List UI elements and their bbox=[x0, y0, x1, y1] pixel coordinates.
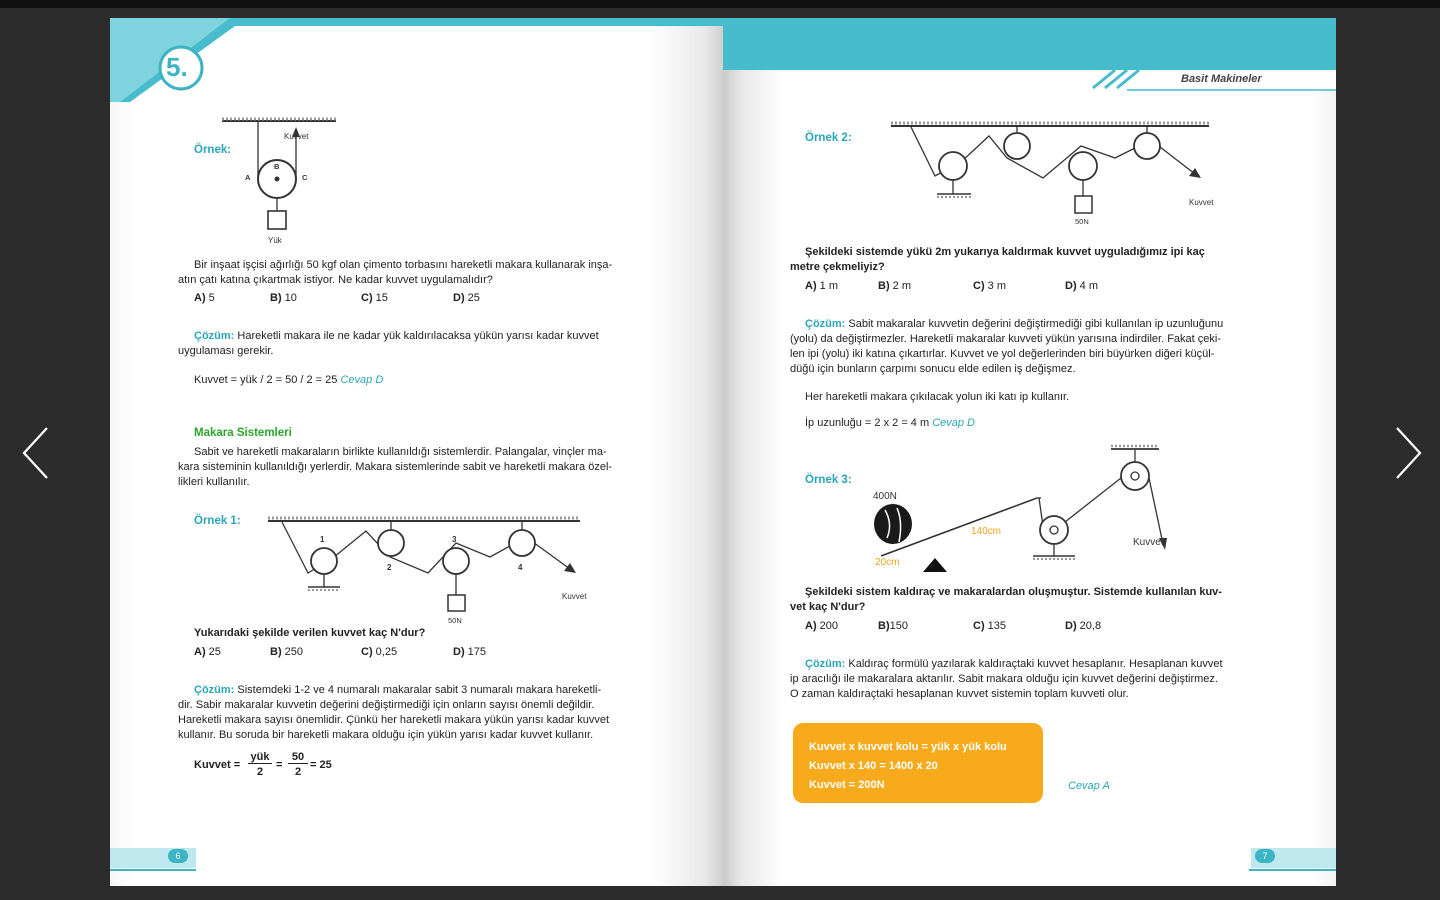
example2-solution-line-3: len ipi (yolu) iki katına çıkartırlar. Kuvvet ve yol değerlerinden biri büyürken diğeri küçül- bbox=[790, 348, 1215, 360]
example1-option-b: B) 250 bbox=[270, 646, 304, 658]
section-text-line-3: likleri kullanılır. bbox=[178, 476, 250, 488]
pulley-system-diagram-2 bbox=[883, 118, 1223, 230]
section-text-line-2: kara sisteminin kullanıldığı yerlerdir. Makara sistemlerinde sabit ve hareketli makara özel- bbox=[178, 461, 613, 473]
left-page bbox=[110, 18, 723, 886]
unit-label: ÜNİTE bbox=[208, 66, 271, 88]
diagram1-force-label: Kuvvet bbox=[562, 592, 587, 601]
example1-solution-line-4: kullanır. Bu soruda bir hareketli makara olduğu için yükün yarısı kadar kuvvet kullanır. bbox=[178, 729, 594, 741]
example2-option-c: C) 3 m bbox=[973, 280, 1007, 292]
chevron-left-icon bbox=[21, 426, 51, 480]
diagram-point-b: B bbox=[274, 162, 280, 171]
formula-box-line-1: Kuvvet x kuvvet kolu = yük x yük kolu bbox=[809, 741, 1007, 753]
example3-solution-line-1: Çözüm: Kaldıraç formülü yazılarak kaldıraçtaki kuvvet hesaplanır. Hesaplanan kuvvet bbox=[805, 658, 1223, 670]
lever-pulley-diagram bbox=[863, 438, 1193, 588]
left-footer-band bbox=[110, 846, 210, 876]
movable-pulley-diagram bbox=[220, 113, 350, 263]
example2-option-a: A) 1 m bbox=[805, 280, 839, 292]
diagram-load-label: Yük bbox=[268, 236, 282, 245]
diagram2-load-label: 50N bbox=[1075, 217, 1089, 226]
chevron-right-icon bbox=[1393, 426, 1423, 480]
open-book bbox=[110, 18, 1336, 886]
example1-label: Örnek 1: bbox=[194, 515, 241, 527]
previous-page-button[interactable] bbox=[6, 420, 66, 486]
example3-option-a: A) 200 bbox=[805, 620, 839, 632]
lever-weight-label: 400N bbox=[873, 491, 897, 502]
example3-answer: Cevap A bbox=[1068, 780, 1110, 792]
diagram-point-c: C bbox=[302, 173, 308, 182]
example3-question-line-1: Şekildeki sistem kaldıraç ve makaralardan oluşmuştur. Sistemde kullanılan kuv- bbox=[805, 586, 1222, 598]
diagram-force-label: Kuvvet bbox=[284, 132, 309, 141]
next-page-button[interactable] bbox=[1378, 420, 1438, 486]
diagram-point-a: A bbox=[245, 173, 251, 182]
lever-short-arm-label: 20cm bbox=[875, 557, 900, 568]
diagram3-force-label: Kuvvet bbox=[1133, 537, 1164, 548]
formula-answer-box bbox=[793, 723, 1043, 803]
lever-long-arm-label: 140cm bbox=[971, 526, 1002, 537]
example1-solution-line-2: dir. Sabir makaralar kuvvetin değerini değiştirmediği için onların sayısı önemli değildir. bbox=[178, 699, 595, 711]
example3-solution-line-3: O zaman kaldıraçtaki hesaplanan kuvvet sistemin toplam kuvveti olur. bbox=[790, 688, 1129, 700]
example3-option-c: C) 135 bbox=[973, 620, 1007, 632]
right-header-band bbox=[723, 18, 1336, 98]
example1-option-d: D) 175 bbox=[453, 646, 487, 658]
example2-question-line-1: Şekildeki sistemde yükü 2m yukarıya kaldırmak kuvvet uyguladığımız ipi kaç bbox=[805, 246, 1205, 258]
diagram1-load-label: 50N bbox=[448, 616, 462, 625]
example1-question: Yukarıdaki şekilde verilen kuvvet kaç N'dur? bbox=[194, 627, 426, 639]
example-option-c: C) 15 bbox=[361, 292, 388, 304]
right-footer-band bbox=[1233, 846, 1336, 876]
example3-solution-line-2: ip aracılığı ile makaralara aktarılır. Sabit makara olduğu için kuvvet değerini değiştirmez. bbox=[790, 673, 1218, 685]
pulley-3-label: 3 bbox=[452, 535, 457, 544]
example1-fraction-formula: Kuvvet = yük 2 = 50 2 = 25 bbox=[194, 751, 332, 778]
right-page bbox=[723, 18, 1336, 886]
example1-solution-line-1: Çözüm: Sistemdeki 1-2 ve 4 numaralı makaralar sabit 3 numaralı makara hareketli- bbox=[194, 684, 602, 696]
example2-solution-line-1: Çözüm: Sabit makaralar kuvvetin değerini değiştirmediği gibi kullanılan ip uzunluğunu bbox=[805, 318, 1224, 330]
diagram2-force-label: Kuvvet bbox=[1189, 198, 1214, 207]
example-solution-line-2: uygulaması gerekir. bbox=[178, 345, 274, 357]
unit-header-band bbox=[110, 18, 723, 108]
example2-formula: İp uzunluğu = 2 x 2 = 4 m Cevap D bbox=[805, 417, 975, 429]
example2-solution-line-2: (yolu) da değiştirmezler. Hareketli makaralar kuvveti yükün yarısına indirdiler. Fakat çeki- bbox=[790, 333, 1221, 345]
example1-solution-line-3: Hareketli makara sayısı önemlidir. Çünkü her hareketli makara yükün yarısı kadar kuvvet bbox=[178, 714, 610, 726]
pulley-1-label: 1 bbox=[320, 535, 325, 544]
example2-solution-line-4: düğü için bunların çarpımı sonucu elde edilen iş değişmez. bbox=[790, 363, 1076, 375]
example3-question-line-2: vet kaç N'dur? bbox=[790, 601, 866, 613]
section-title: Makara Sistemleri bbox=[194, 427, 292, 439]
example-option-d: D) 25 bbox=[453, 292, 480, 304]
example3-option-d: D) 20,8 bbox=[1065, 620, 1102, 632]
example1-option-a: A) 25 bbox=[194, 646, 221, 658]
example-solution-line-1: Çözüm: Hareketli makara ile ne kadar yük kaldırılacaksa yükün yarısı kadar kuvvet bbox=[194, 330, 599, 342]
unit-number: 5. bbox=[166, 52, 188, 82]
section-text-line-1: Sabit ve hareketli makaraların birlikte kullanıldığı sistemlerdir. Palangalar, vinçler ma- bbox=[194, 446, 607, 458]
example-question-line-2: atın çatı katına çıkartmak istiyor. Ne kadar kuvvet uygulamalıdır? bbox=[178, 274, 493, 286]
viewer-top-bar bbox=[0, 0, 1440, 8]
left-page-number: 6 bbox=[168, 849, 188, 863]
right-header-title: Basit Makineler bbox=[1181, 73, 1262, 85]
example-label: Örnek: bbox=[194, 144, 232, 156]
pulley-4-label: 4 bbox=[518, 563, 523, 572]
example1-option-c: C) 0,25 bbox=[361, 646, 398, 658]
formula-box-line-2: Kuvvet x 140 = 1400 x 20 bbox=[809, 760, 938, 772]
pulley-2-label: 2 bbox=[387, 563, 392, 572]
example-option-a: A) 5 bbox=[194, 292, 215, 304]
example-question-line-1: Bir inşaat işçisi ağırlığı 50 kgf olan çimento torbasını hareketli makara kullanarak inşa- bbox=[194, 259, 613, 271]
example2-option-d: D) 4 m bbox=[1065, 280, 1099, 292]
right-page-number: 7 bbox=[1255, 849, 1275, 863]
example2-question-line-2: metre çekmeliyiz? bbox=[790, 261, 885, 273]
example2-note: Her hareketli makara çıkılacak yolun iki katı ip kullanır. bbox=[805, 391, 1070, 403]
example3-option-b: B)150 bbox=[878, 620, 908, 632]
pulley-system-diagram-1 bbox=[260, 513, 600, 633]
example2-option-b: B) 2 m bbox=[878, 280, 912, 292]
example-formula: Kuvvet = yük / 2 = 50 / 2 = 25 Cevap D bbox=[194, 374, 384, 386]
example-option-b: B) 10 bbox=[270, 292, 297, 304]
formula-box-line-3: Kuvvet = 200N bbox=[809, 779, 885, 791]
example2-label: Örnek 2: bbox=[805, 132, 852, 144]
example3-label: Örnek 3: bbox=[805, 474, 852, 486]
